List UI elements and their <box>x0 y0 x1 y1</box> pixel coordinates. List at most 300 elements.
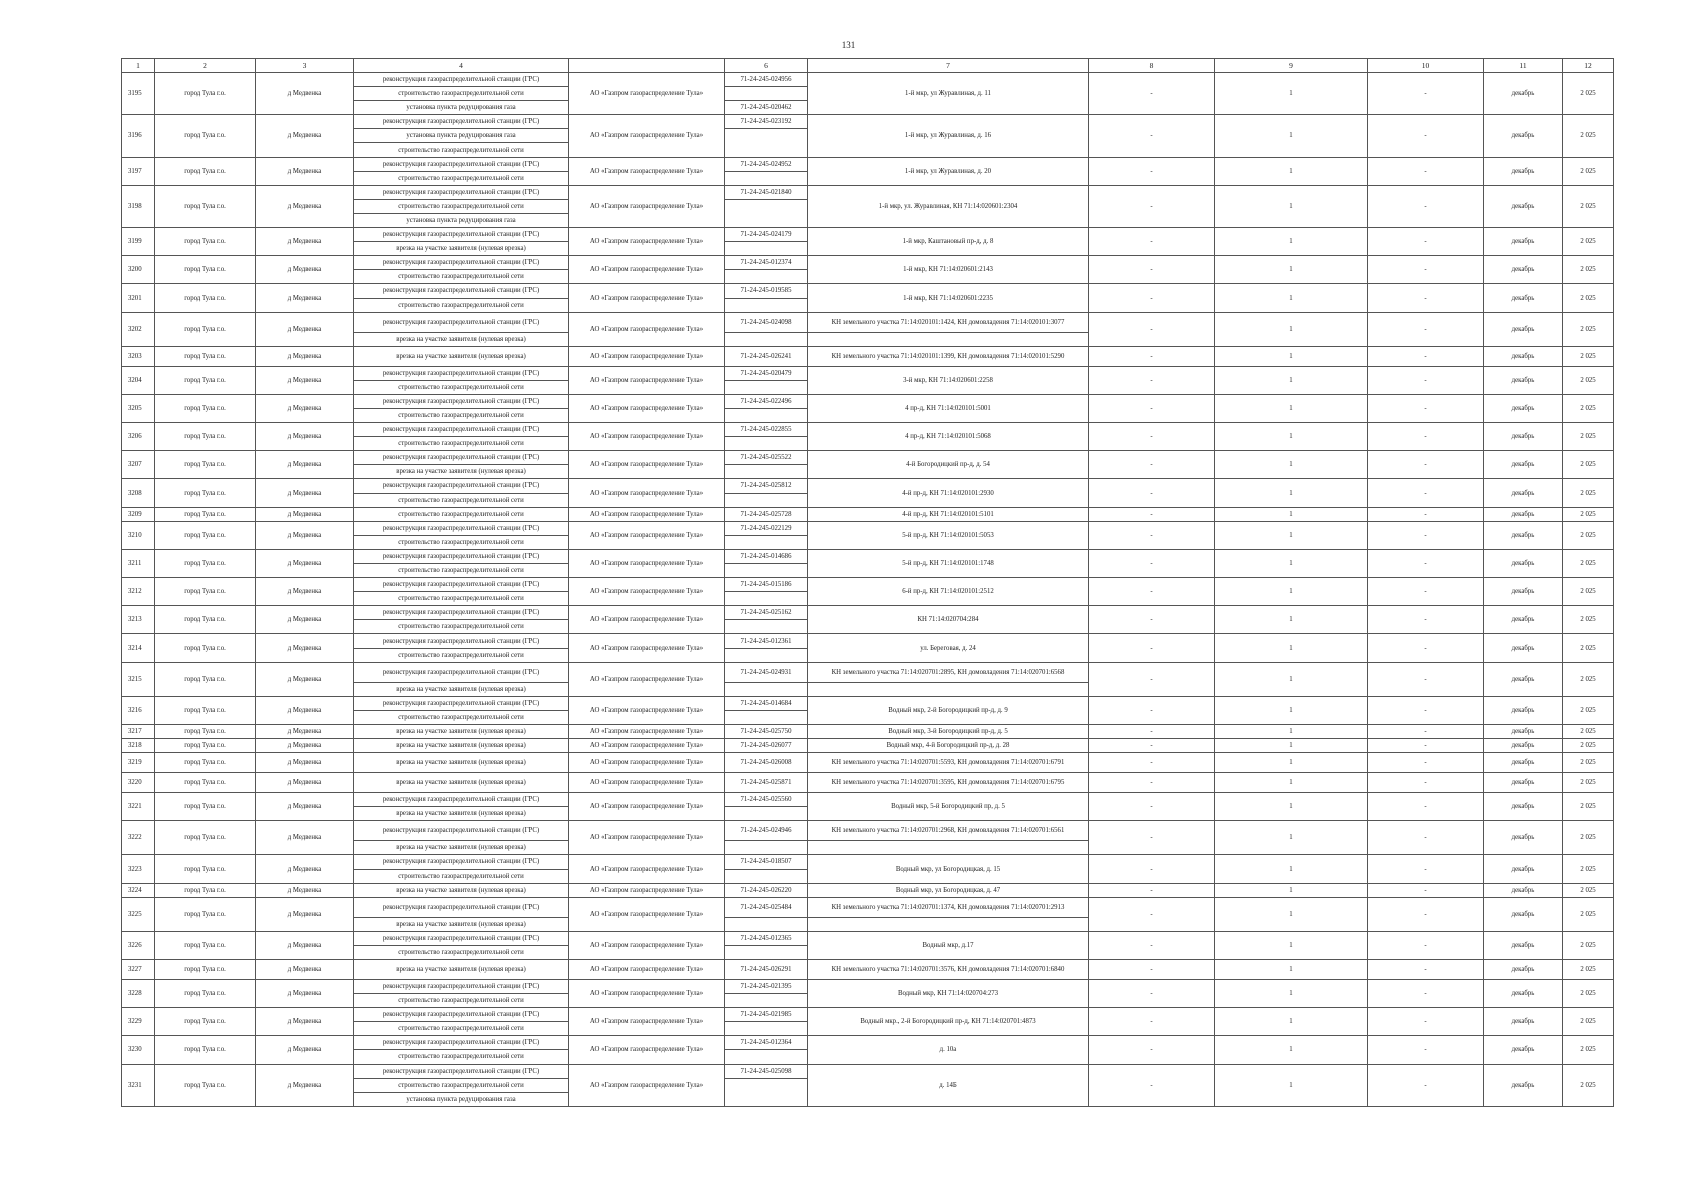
year-cell: 2 025 <box>1563 606 1614 634</box>
table-row <box>122 185 1614 199</box>
year-cell: 2 025 <box>1563 366 1614 394</box>
code-cell <box>725 869 808 883</box>
column-8-cell: - <box>1089 451 1215 479</box>
work-type-cell: врезка на участке заявителя (нулевая врезка) <box>354 724 569 738</box>
month-cell: декабрь <box>1484 696 1563 724</box>
column-header: 2 <box>155 59 256 73</box>
column-8-cell: - <box>1089 549 1215 577</box>
work-type-cell: реконструкция газораспределительной станции (ГРС) <box>354 479 569 493</box>
operator-cell: АО «Газпром газораспределение Тула» <box>569 228 725 256</box>
address-cell: Водный мкр, ул Богородицкая, д. 47 <box>808 883 1089 897</box>
table-row <box>122 606 1614 620</box>
year-cell: 2 025 <box>1563 724 1614 738</box>
table-row <box>122 979 1614 993</box>
column-9-cell: 1 <box>1215 821 1368 855</box>
column-9-cell: 1 <box>1215 256 1368 284</box>
month-cell: декабрь <box>1484 634 1563 662</box>
city-cell: город Тула г.о. <box>155 821 256 855</box>
village-cell: д Медвенка <box>256 979 354 1007</box>
column-8-cell: - <box>1089 1008 1215 1036</box>
operator-cell: АО «Газпром газораспределение Тула» <box>569 346 725 366</box>
row-number-cell: 3207 <box>122 451 155 479</box>
column-8-cell: - <box>1089 185 1215 227</box>
code-cell: 71-24-245-012365 <box>725 931 808 945</box>
address-cell: 5-й пр-д, КН 71:14:020101:1748 <box>808 549 1089 577</box>
address-cell: 1-й мкр, КН 71:14:020601:2235 <box>808 284 1089 312</box>
column-10-cell: - <box>1368 793 1484 821</box>
column-10-cell: - <box>1368 883 1484 897</box>
month-cell: декабрь <box>1484 1008 1563 1036</box>
column-8-cell: - <box>1089 634 1215 662</box>
row-number-cell: 3216 <box>122 696 155 724</box>
work-type-cell: строительство газораспределительной сети <box>354 869 569 883</box>
code-cell: 71-24-245-026008 <box>725 753 808 773</box>
code-cell <box>725 380 808 394</box>
city-cell: город Тула г.о. <box>155 394 256 422</box>
address-cell: 1-й мкр, ул. Журавлиная, КН 71:14:020601:2304 <box>808 185 1089 227</box>
address-cell: 6-й пр-д, КН 71:14:020101:2512 <box>808 578 1089 606</box>
table-row <box>122 773 1614 793</box>
table-row <box>122 931 1614 945</box>
row-number-cell: 3210 <box>122 521 155 549</box>
village-cell: д Медвенка <box>256 157 354 185</box>
village-cell: д Медвенка <box>256 634 354 662</box>
column-10-cell: - <box>1368 346 1484 366</box>
column-header: 7 <box>808 59 1089 73</box>
code-cell <box>725 1078 808 1106</box>
operator-cell: АО «Газпром газораспределение Тула» <box>569 312 725 346</box>
row-number-cell: 3214 <box>122 634 155 662</box>
month-cell: декабрь <box>1484 959 1563 979</box>
work-type-cell: строительство газораспределительной сети <box>354 620 569 634</box>
work-type-cell: реконструкция газораспределительной станции (ГРС) <box>354 549 569 563</box>
address-cell <box>808 917 1089 931</box>
column-10-cell: - <box>1368 312 1484 346</box>
address-cell <box>808 332 1089 346</box>
year-cell: 2 025 <box>1563 753 1614 773</box>
column-8-cell: - <box>1089 73 1215 115</box>
row-number-cell: 3206 <box>122 423 155 451</box>
village-cell: д Медвенка <box>256 73 354 115</box>
row-number-cell: 3200 <box>122 256 155 284</box>
month-cell: декабрь <box>1484 256 1563 284</box>
work-type-cell: реконструкция газораспределительной станции (ГРС) <box>354 897 569 917</box>
code-cell: 71-24-245-026291 <box>725 959 808 979</box>
column-10-cell: - <box>1368 366 1484 394</box>
row-number-cell: 3211 <box>122 549 155 577</box>
city-cell: город Тула г.о. <box>155 256 256 284</box>
column-header: 1 <box>122 59 155 73</box>
work-type-cell: реконструкция газораспределительной станции (ГРС) <box>354 73 569 87</box>
city-cell: город Тула г.о. <box>155 423 256 451</box>
year-cell: 2 025 <box>1563 578 1614 606</box>
column-10-cell: - <box>1368 897 1484 931</box>
column-10-cell: - <box>1368 479 1484 507</box>
table-row <box>122 724 1614 738</box>
table-body <box>122 59 1614 1107</box>
village-cell: д Медвенка <box>256 366 354 394</box>
city-cell: город Тула г.о. <box>155 451 256 479</box>
column-9-cell: 1 <box>1215 959 1368 979</box>
code-cell <box>725 807 808 821</box>
column-header: 4 <box>354 59 569 73</box>
row-number-cell: 3226 <box>122 931 155 959</box>
column-10-cell: - <box>1368 959 1484 979</box>
table-row <box>122 739 1614 753</box>
work-type-cell: строительство газораспределительной сети <box>354 87 569 101</box>
column-9-cell: 1 <box>1215 366 1368 394</box>
work-type-cell: реконструкция газораспределительной станции (ГРС) <box>354 451 569 465</box>
work-type-cell: врезка на участке заявителя (нулевая врезка) <box>354 465 569 479</box>
code-cell: 71-24-245-025560 <box>725 793 808 807</box>
row-number-cell: 3224 <box>122 883 155 897</box>
row-number-cell: 3198 <box>122 185 155 227</box>
column-8-cell: - <box>1089 521 1215 549</box>
code-cell <box>725 564 808 578</box>
operator-cell: АО «Газпром газораспределение Тула» <box>569 662 725 696</box>
operator-cell: АО «Газпром газораспределение Тула» <box>569 959 725 979</box>
table-row <box>122 346 1614 366</box>
city-cell: город Тула г.о. <box>155 284 256 312</box>
column-9-cell: 1 <box>1215 284 1368 312</box>
code-cell <box>725 87 808 101</box>
year-cell: 2 025 <box>1563 1064 1614 1106</box>
row-number-cell: 3229 <box>122 1008 155 1036</box>
row-number-cell: 3220 <box>122 773 155 793</box>
work-type-cell: реконструкция газораспределительной станции (ГРС) <box>354 696 569 710</box>
column-9-cell: 1 <box>1215 696 1368 724</box>
month-cell: декабрь <box>1484 821 1563 855</box>
column-9-cell: 1 <box>1215 312 1368 346</box>
address-cell: КН 71:14:020704:284 <box>808 606 1089 634</box>
work-type-cell: реконструкция газораспределительной станции (ГРС) <box>354 979 569 993</box>
village-cell: д Медвенка <box>256 931 354 959</box>
column-header: 9 <box>1215 59 1368 73</box>
year-cell: 2 025 <box>1563 793 1614 821</box>
operator-cell: АО «Газпром газораспределение Тула» <box>569 855 725 883</box>
work-type-cell: реконструкция газораспределительной станции (ГРС) <box>354 1064 569 1078</box>
row-number-cell: 3225 <box>122 897 155 931</box>
code-cell: 71-24-245-023192 <box>725 115 808 129</box>
work-type-cell: врезка на участке заявителя (нулевая врезка) <box>354 682 569 696</box>
table-row <box>122 821 1614 841</box>
village-cell: д Медвенка <box>256 423 354 451</box>
code-cell <box>725 710 808 724</box>
operator-cell: АО «Газпром газораспределение Тула» <box>569 1036 725 1064</box>
table-row <box>122 959 1614 979</box>
month-cell: декабрь <box>1484 394 1563 422</box>
column-8-cell: - <box>1089 931 1215 959</box>
header-row <box>122 59 1614 73</box>
table-row <box>122 897 1614 917</box>
row-number-cell: 3221 <box>122 793 155 821</box>
code-cell: 71-24-245-012374 <box>725 256 808 270</box>
village-cell: д Медвенка <box>256 739 354 753</box>
city-cell: город Тула г.о. <box>155 185 256 227</box>
city-cell: город Тула г.о. <box>155 507 256 521</box>
code-cell: 71-24-245-022129 <box>725 521 808 535</box>
city-cell: город Тула г.о. <box>155 479 256 507</box>
operator-cell: АО «Газпром газораспределение Тула» <box>569 724 725 738</box>
column-10-cell: - <box>1368 773 1484 793</box>
year-cell: 2 025 <box>1563 228 1614 256</box>
table-row <box>122 521 1614 535</box>
code-cell: 71-24-245-012361 <box>725 634 808 648</box>
code-cell <box>725 841 808 855</box>
month-cell: декабрь <box>1484 479 1563 507</box>
code-cell <box>725 682 808 696</box>
year-cell: 2 025 <box>1563 157 1614 185</box>
row-number-cell: 3222 <box>122 821 155 855</box>
month-cell: декабрь <box>1484 507 1563 521</box>
row-number-cell: 3195 <box>122 73 155 115</box>
table-row <box>122 256 1614 270</box>
year-cell: 2 025 <box>1563 73 1614 115</box>
column-8-cell: - <box>1089 793 1215 821</box>
year-cell: 2 025 <box>1563 773 1614 793</box>
year-cell: 2 025 <box>1563 634 1614 662</box>
code-cell <box>725 332 808 346</box>
address-cell: КН земельного участка 71:14:020701:3576, КН домовладения 71:14:020701:6840 <box>808 959 1089 979</box>
village-cell: д Медвенка <box>256 578 354 606</box>
month-cell: декабрь <box>1484 346 1563 366</box>
village-cell: д Медвенка <box>256 606 354 634</box>
work-type-cell: строительство газораспределительной сети <box>354 994 569 1008</box>
village-cell: д Медвенка <box>256 793 354 821</box>
operator-cell: АО «Газпром газораспределение Тула» <box>569 185 725 227</box>
column-9-cell: 1 <box>1215 479 1368 507</box>
column-10-cell: - <box>1368 578 1484 606</box>
table-row <box>122 73 1614 87</box>
month-cell: декабрь <box>1484 228 1563 256</box>
code-cell <box>725 171 808 185</box>
work-type-cell: реконструкция газораспределительной станции (ГРС) <box>354 1036 569 1050</box>
city-cell: город Тула г.о. <box>155 312 256 346</box>
village-cell: д Медвенка <box>256 855 354 883</box>
village-cell: д Медвенка <box>256 346 354 366</box>
city-cell: город Тула г.о. <box>155 979 256 1007</box>
work-type-cell: реконструкция газораспределительной станции (ГРС) <box>354 521 569 535</box>
address-cell: Водный мкр, КН 71:14:020704:273 <box>808 979 1089 1007</box>
village-cell: д Медвенка <box>256 256 354 284</box>
work-type-cell: строительство газораспределительной сети <box>354 710 569 724</box>
column-9-cell: 1 <box>1215 185 1368 227</box>
village-cell: д Медвенка <box>256 753 354 773</box>
city-cell: город Тула г.о. <box>155 959 256 979</box>
column-9-cell: 1 <box>1215 773 1368 793</box>
column-9-cell: 1 <box>1215 1064 1368 1106</box>
column-10-cell: - <box>1368 451 1484 479</box>
work-type-cell: врезка на участке заявителя (нулевая врезка) <box>354 242 569 256</box>
address-cell: 4 пр-д, КН 71:14:020101:5068 <box>808 423 1089 451</box>
month-cell: декабрь <box>1484 724 1563 738</box>
code-cell <box>725 493 808 507</box>
code-cell: 71-24-245-012364 <box>725 1036 808 1050</box>
year-cell: 2 025 <box>1563 346 1614 366</box>
month-cell: декабрь <box>1484 185 1563 227</box>
code-cell <box>725 129 808 157</box>
work-type-cell: строительство газораспределительной сети <box>354 270 569 284</box>
row-number-cell: 3203 <box>122 346 155 366</box>
work-type-cell: строительство газораспределительной сети <box>354 648 569 662</box>
column-10-cell: - <box>1368 521 1484 549</box>
column-10-cell: - <box>1368 228 1484 256</box>
work-type-cell: строительство газораспределительной сети <box>354 298 569 312</box>
address-cell: Водный мкр, 5-й Богородицкий пр, д. 5 <box>808 793 1089 821</box>
column-8-cell: - <box>1089 228 1215 256</box>
operator-cell: АО «Газпром газораспределение Тула» <box>569 883 725 897</box>
column-header: 3 <box>256 59 354 73</box>
table-row <box>122 312 1614 332</box>
code-cell <box>725 648 808 662</box>
month-cell: декабрь <box>1484 157 1563 185</box>
row-number-cell: 3208 <box>122 479 155 507</box>
operator-cell: АО «Газпром газораспределение Тула» <box>569 897 725 931</box>
work-type-cell: реконструкция газораспределительной станции (ГРС) <box>354 855 569 869</box>
table-row <box>122 479 1614 493</box>
column-8-cell: - <box>1089 423 1215 451</box>
month-cell: декабрь <box>1484 773 1563 793</box>
work-type-cell: строительство газораспределительной сети <box>354 564 569 578</box>
code-cell: 71-24-245-024952 <box>725 157 808 171</box>
work-type-cell: врезка на участке заявителя (нулевая врезка) <box>354 841 569 855</box>
work-type-cell: реконструкция газораспределительной станции (ГРС) <box>354 115 569 129</box>
operator-cell: АО «Газпром газораспределение Тула» <box>569 793 725 821</box>
address-cell: 5-й пр-д, КН 71:14:020101:5053 <box>808 521 1089 549</box>
village-cell: д Медвенка <box>256 1008 354 1036</box>
column-9-cell: 1 <box>1215 855 1368 883</box>
work-type-cell: строительство газораспределительной сети <box>354 437 569 451</box>
table-row <box>122 1036 1614 1050</box>
month-cell: декабрь <box>1484 312 1563 346</box>
work-type-cell: строительство газораспределительной сети <box>354 592 569 606</box>
column-9-cell: 1 <box>1215 73 1368 115</box>
table-row <box>122 115 1614 129</box>
city-cell: город Тула г.о. <box>155 115 256 157</box>
table-row <box>122 507 1614 521</box>
year-cell: 2 025 <box>1563 897 1614 931</box>
city-cell: город Тула г.о. <box>155 521 256 549</box>
table-row <box>122 1064 1614 1078</box>
work-type-cell: реконструкция газораспределительной станции (ГРС) <box>354 662 569 682</box>
work-type-cell: врезка на участке заявителя (нулевая врезка) <box>354 959 569 979</box>
address-cell: КН земельного участка 71:14:020101:1424, КН домовладения 71:14:020101:3077 <box>808 312 1089 332</box>
village-cell: д Медвенка <box>256 507 354 521</box>
city-cell: город Тула г.о. <box>155 855 256 883</box>
code-cell: 71-24-245-024098 <box>725 312 808 332</box>
operator-cell: АО «Газпром газораспределение Тула» <box>569 1008 725 1036</box>
code-cell: 71-24-245-025484 <box>725 897 808 917</box>
work-type-cell: строительство газораспределительной сети <box>354 408 569 422</box>
column-9-cell: 1 <box>1215 507 1368 521</box>
city-cell: город Тула г.о. <box>155 228 256 256</box>
village-cell: д Медвенка <box>256 115 354 157</box>
year-cell: 2 025 <box>1563 549 1614 577</box>
work-type-cell: реконструкция газораспределительной станции (ГРС) <box>354 578 569 592</box>
city-cell: город Тула г.о. <box>155 606 256 634</box>
address-cell: 1-й мкр, КН 71:14:020601:2143 <box>808 256 1089 284</box>
column-9-cell: 1 <box>1215 549 1368 577</box>
village-cell: д Медвенка <box>256 959 354 979</box>
work-type-cell: реконструкция газораспределительной станции (ГРС) <box>354 256 569 270</box>
address-cell: д. 10а <box>808 1036 1089 1064</box>
year-cell: 2 025 <box>1563 821 1614 855</box>
column-10-cell: - <box>1368 256 1484 284</box>
column-10-cell: - <box>1368 724 1484 738</box>
year-cell: 2 025 <box>1563 1008 1614 1036</box>
work-type-cell: установка пункта редуцирования газа <box>354 101 569 115</box>
code-cell: 71-24-245-025812 <box>725 479 808 493</box>
column-8-cell: - <box>1089 606 1215 634</box>
column-10-cell: - <box>1368 507 1484 521</box>
year-cell: 2 025 <box>1563 451 1614 479</box>
month-cell: декабрь <box>1484 931 1563 959</box>
address-cell: 4-й пр-д, КН 71:14:020101:5101 <box>808 507 1089 521</box>
year-cell: 2 025 <box>1563 507 1614 521</box>
code-cell <box>725 592 808 606</box>
column-10-cell: - <box>1368 73 1484 115</box>
column-9-cell: 1 <box>1215 451 1368 479</box>
address-cell: 3-й мкр, КН 71:14:020601:2258 <box>808 366 1089 394</box>
work-type-cell: реконструкция газораспределительной станции (ГРС) <box>354 1008 569 1022</box>
row-number-cell: 3209 <box>122 507 155 521</box>
month-cell: декабрь <box>1484 606 1563 634</box>
year-cell: 2 025 <box>1563 979 1614 1007</box>
column-8-cell: - <box>1089 821 1215 855</box>
column-8-cell: - <box>1089 507 1215 521</box>
table-row <box>122 451 1614 465</box>
village-cell: д Медвенка <box>256 394 354 422</box>
work-type-cell: строительство газораспределительной сети <box>354 945 569 959</box>
column-10-cell: - <box>1368 1036 1484 1064</box>
month-cell: декабрь <box>1484 578 1563 606</box>
column-8-cell: - <box>1089 773 1215 793</box>
village-cell: д Медвенка <box>256 1036 354 1064</box>
year-cell: 2 025 <box>1563 1036 1614 1064</box>
work-type-cell: установка пункта редуцирования газа <box>354 1092 569 1106</box>
column-9-cell: 1 <box>1215 1036 1368 1064</box>
row-number-cell: 3212 <box>122 578 155 606</box>
column-9-cell: 1 <box>1215 793 1368 821</box>
operator-cell: АО «Газпром газораспределение Тула» <box>569 451 725 479</box>
column-9-cell: 1 <box>1215 753 1368 773</box>
city-cell: город Тула г.о. <box>155 931 256 959</box>
work-type-cell: врезка на участке заявителя (нулевая врезка) <box>354 917 569 931</box>
month-cell: декабрь <box>1484 883 1563 897</box>
column-8-cell: - <box>1089 1064 1215 1106</box>
column-10-cell: - <box>1368 157 1484 185</box>
month-cell: декабрь <box>1484 753 1563 773</box>
village-cell: д Медвенка <box>256 662 354 696</box>
work-type-cell: врезка на участке заявителя (нулевая врезка) <box>354 346 569 366</box>
code-cell: 71-24-245-025728 <box>725 507 808 521</box>
work-type-cell: строительство газораспределительной сети <box>354 1050 569 1064</box>
column-10-cell: - <box>1368 739 1484 753</box>
address-cell: 4-й пр-д, КН 71:14:020101:2930 <box>808 479 1089 507</box>
city-cell: город Тула г.о. <box>155 549 256 577</box>
month-cell: декабрь <box>1484 521 1563 549</box>
row-number-cell: 3213 <box>122 606 155 634</box>
row-number-cell: 3219 <box>122 753 155 773</box>
work-type-cell: врезка на участке заявителя (нулевая врезка) <box>354 807 569 821</box>
code-cell: 71-24-245-026220 <box>725 883 808 897</box>
address-cell <box>808 841 1089 855</box>
village-cell: д Медвенка <box>256 773 354 793</box>
work-type-cell: врезка на участке заявителя (нулевая врезка) <box>354 332 569 346</box>
village-cell: д Медвенка <box>256 696 354 724</box>
month-cell: декабрь <box>1484 284 1563 312</box>
code-cell <box>725 994 808 1008</box>
